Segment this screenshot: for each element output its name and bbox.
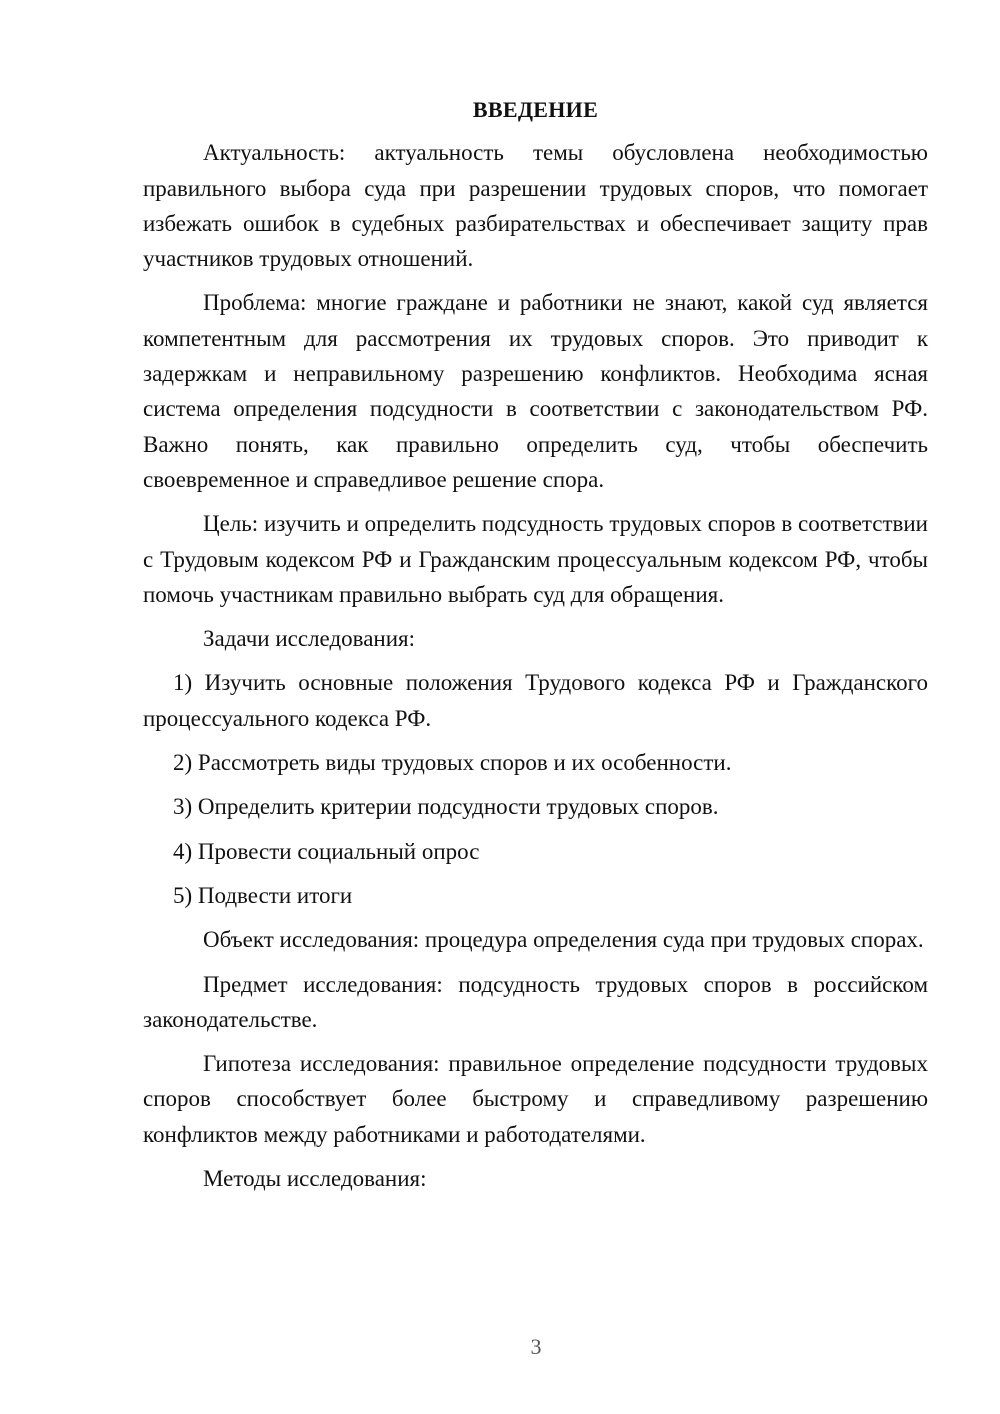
task-item: 1) Изучить основные положения Трудового кодекса РФ и Гражданского процессуального кодекса РФ. [143, 670, 928, 731]
paragraph-goal: Цель: изучить и определить подсудность трудовых споров в соответствии с Трудовым кодексом РФ и Гражданским процессуальным кодексом РФ, чтобы помочь участникам правильно выбрать суд для обращения. [143, 511, 928, 607]
task-item: 2) Рассмотреть виды трудовых споров и их особенности. [173, 750, 732, 776]
page-number: 3 [530, 1334, 542, 1359]
paragraph-tasks-heading: Задачи исследования: [203, 626, 416, 652]
section-title: ВВЕДЕНИЕ [472, 97, 599, 122]
paragraph-hypothesis: Гипотеза исследования: правильное определение подсудности трудовых споров способствует более быстрому и справедливому разрешению конфликтов между работниками и работодателями. [143, 1051, 928, 1147]
task-item: 4) Провести социальный опрос [173, 838, 480, 864]
document-page [143, 92, 928, 1205]
paragraph-problem: Проблема: многие граждане и работники не знают, какой суд является компетентным для рассмотрения их трудовых споров. Это приводит к задержкам и неправильному разрешению конфликтов. Необходима ясная система определения подсудности в соответствии с законодательством РФ. Важно понять, как правильно определить суд, чтобы обеспечить своевременное и справедливое решение спора. [143, 290, 928, 492]
paragraph-subject: Предмет исследования: подсудность трудовых споров в российском законодательстве. [143, 971, 928, 1032]
task-item: 3) Определить критерии подсудности трудовых споров. [173, 794, 719, 820]
task-item: 5) Подвести итоги [173, 882, 353, 908]
paragraph-object: Объект исследования: процедура определения суда при трудовых спорах. [203, 927, 924, 953]
paragraph-relevance: Актуальность: актуальность темы обусловлена необходимостью правильного выбора суда при разрешении трудовых споров, что помогает избежать ошибок в судебных разбирательствах и обеспечивает защиту прав участников трудовых отношений. [143, 140, 928, 272]
paragraph-methods: Методы исследования: [203, 1166, 427, 1192]
